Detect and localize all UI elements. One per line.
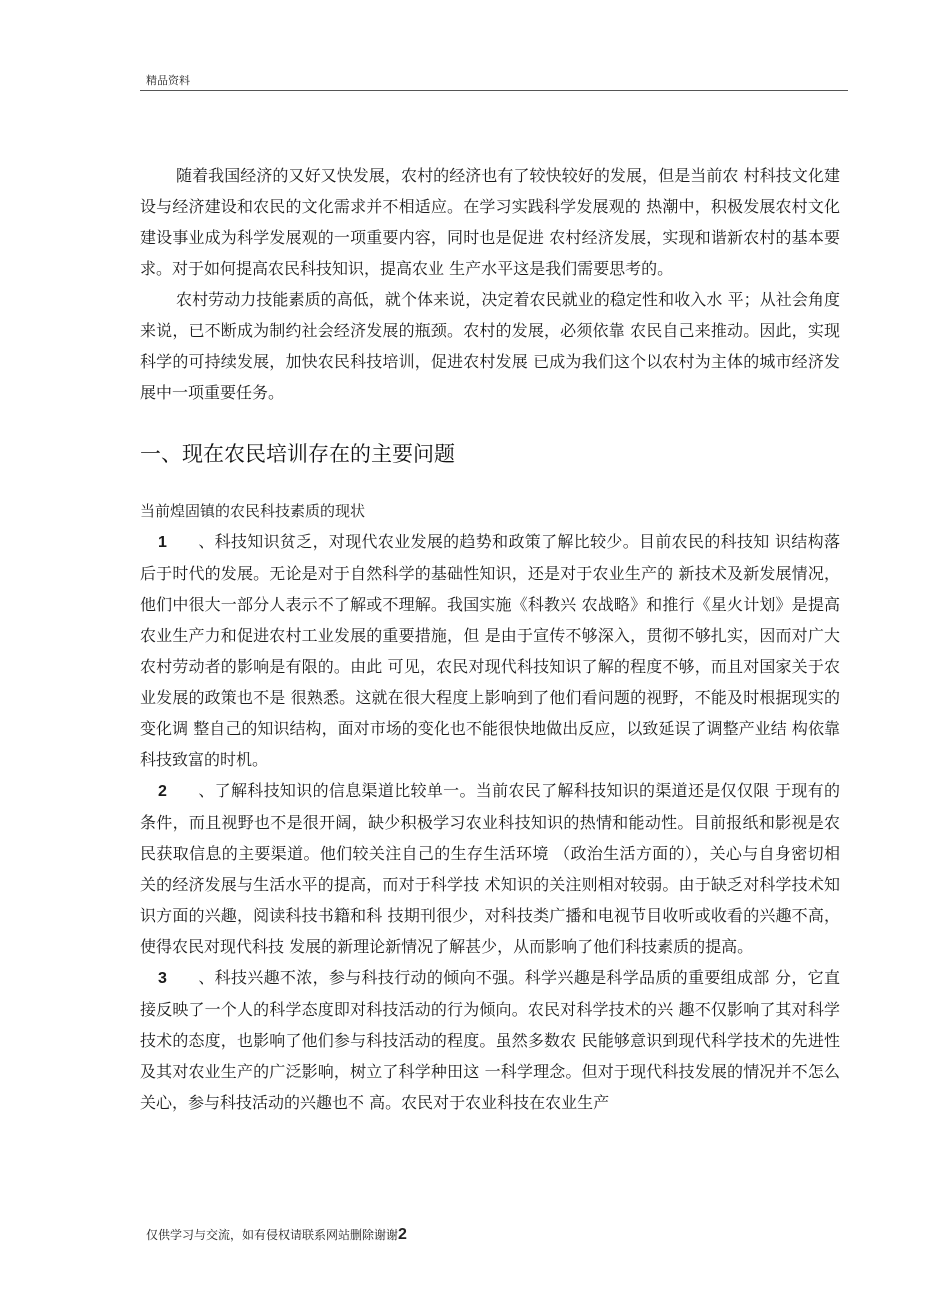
- item-number: 2: [158, 783, 167, 800]
- section-heading: 一、现在农民培训存在的主要问题: [140, 442, 455, 466]
- list-item: [140, 526, 840, 775]
- list-item: [140, 962, 840, 1118]
- footer-note: 仅供学习与交流，如有侵权请联系网站删除谢谢: [146, 1228, 399, 1242]
- intro-paragraph-2: 农村劳动力技能素质的高低，就个体来说，决定着农民就业的稳定性和收入水 平；从社会角度来说，已不断成为制约社会经济发展的瓶颈。农村的发展，必须依靠 农民自己来推动。因此，实现科学的可持续发展，加快农民科技培训，促进农村发展 已成为我们这个以农村为主体的城市经济发展中一项重要任务。: [140, 290, 840, 402]
- item-text: 、科技兴趣不浓，参与科技行动的倾向不强。科学兴趣是科学品质的重要组成部 分，它直接反映了一个人的科学态度即对科技活动的行为倾向。农民对科学技术的兴 趣不仅影响了其对科学技术的态度，也影响了他们参与科技活动的程度。虽然多数农 民能够意识到现代科学技术的先进性及其对农业生产的广泛影响，树立了科学种田这 一科学理念。但对于现代科技发展的情况并不怎么关心，参与科技活动的兴趣也不 高。农民对于农业科技在农业生产: [140, 968, 840, 1112]
- list-item: [140, 775, 840, 962]
- section-subheading: 当前煌固镇的农民科技素质的现状: [140, 502, 366, 520]
- page-header-label: 精品资料: [146, 74, 190, 87]
- page-number: 2: [398, 1226, 407, 1243]
- document-body: [140, 160, 840, 1118]
- page-footer: [146, 1226, 407, 1244]
- intro-paragraph-1: 随着我国经济的又好又快发展，农村的经济也有了较快较好的发展，但是当前农 村科技文化建设与经济建设和农民的文化需求并不相适应。在学习实践科学发展观的 热潮中，积极发展农村文化建设事业成为科学发展观的一项重要内容，同时也是促进 农村经济发展，实现和谐新农村的基本要求。对于如何提高农民科技知识，提高农业 生产水平这是我们需要思考的。: [140, 166, 840, 278]
- header-divider: [140, 90, 848, 91]
- item-number: 3: [158, 970, 167, 987]
- item-number: 1: [158, 534, 167, 551]
- item-text: 、科技知识贫乏，对现代农业发展的趋势和政策了解比较少。目前农民的科技知 识结构落后于时代的发展。无论是对于自然科学的基础性知识，还是对于农业生产的 新技术及新发展情况，他们中很大一部分人表示不了解或不理解。我国实施《科教兴 农战略》和推行《星火计划》是提高农业生产力和促进农村工业发展的重要措施，但 是由于宣传不够深入，贯彻不够扎实，因而对广大农村劳动者的影响是有限的。由此 可见，农民对现代科技知识了解的程度不够，而且对国家关于农业发展的政策也不是 很熟悉。这就在很大程度上影响到了他们看问题的视野，不能及时根据现实的变化调 整自己的知识结构，面对市场的变化也不能很快地做出反应，以致延误了调整产业结 构依靠科技致富的时机。: [140, 532, 840, 769]
- item-text: 、了解科技知识的信息渠道比较单一。当前农民了解科技知识的渠道还是仅仅限 于现有的条件，而且视野也不是很开阔，缺少积极学习农业科技知识的热情和能动性。目前报纸和影视是农民获取信息的主要渠道。他们较关注自己的生存生活环境 （政治生活方面的），关心与自身密切相关的经济发展与生活水平的提高，而对于科学技 术知识的关注则相对较弱。由于缺乏对科学技术知识方面的兴趣，阅读科技书籍和科 技期刊很少，对科技类广播和电视节目收听或收看的兴趣不高，使得农民对现代科技 发展的新理论新情况了解甚少，从而影响了他们科技素质的提高。: [140, 781, 840, 956]
